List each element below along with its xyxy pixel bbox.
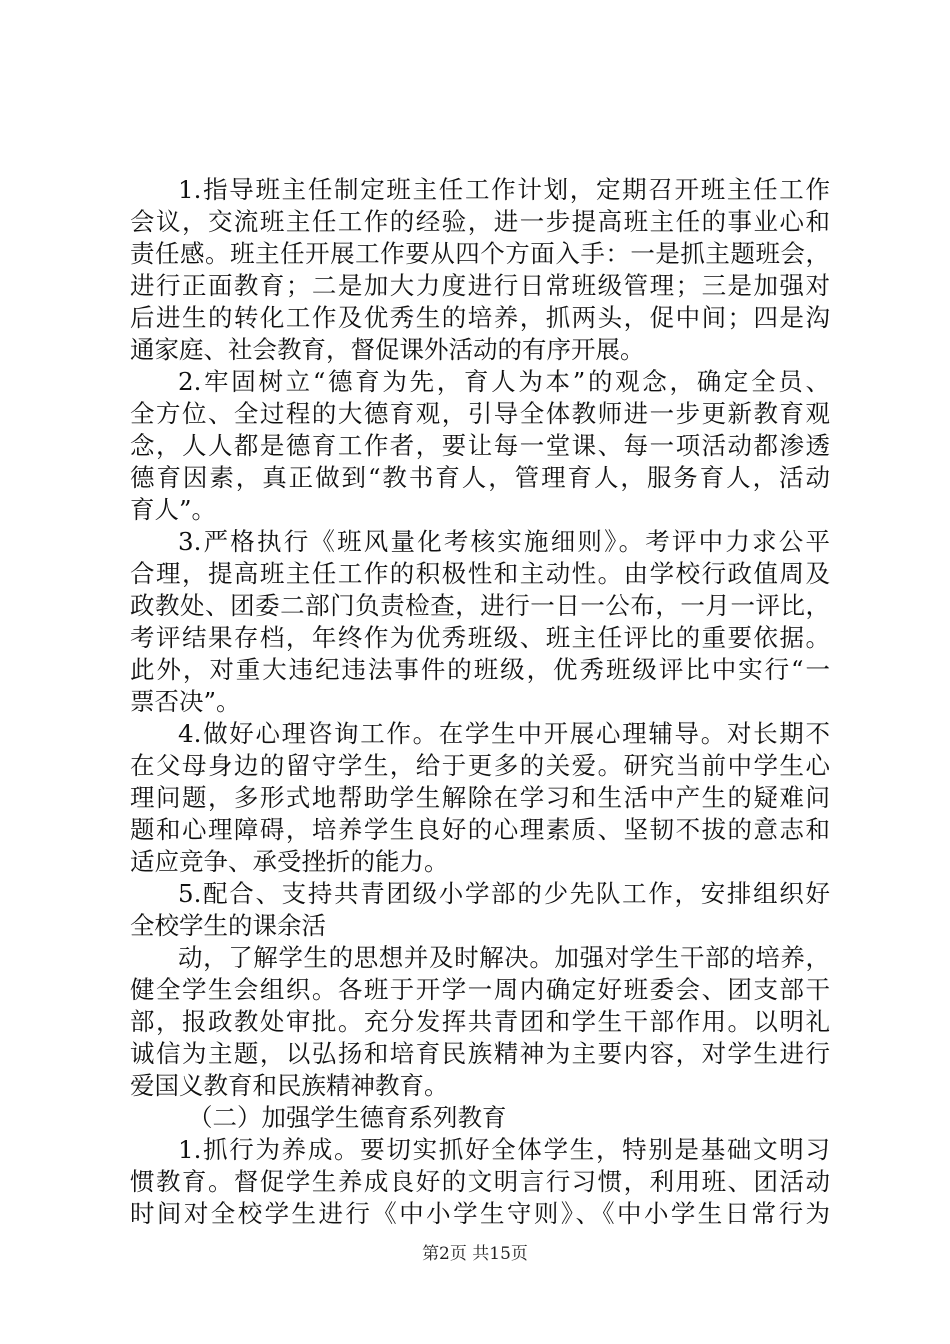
- text-line: 1.指导班主任制定班主任工作计划，定期召开班主任工作: [178, 175, 830, 204]
- text-line: 责任感。班主任开展工作要从四个方面入手：一是抓主题班会，: [130, 239, 830, 268]
- text-line: 2.牢固树立“德育为先，育人为本”的观念，确定全员、: [178, 367, 830, 396]
- text-line: 全校学生的课余活: [130, 911, 326, 940]
- page-footer: 第2页 共15页: [422, 1244, 528, 1264]
- text-line: 理问题，多形式地帮助学生解除在学习和生活中产生的疑难问: [130, 783, 830, 812]
- text-line: 德育因素，真正做到“教书育人，管理育人，服务育人，活动: [130, 463, 830, 492]
- text-line: 题和心理障碍，培养学生良好的心理素质、坚韧不拔的意志和: [130, 815, 830, 844]
- text-line: 5.配合、支持共青团级小学部的少先队工作，安排组织好: [178, 879, 830, 908]
- text-line: 健全学生会组织。各班于开学一周内确定好班委会、团支部干: [130, 975, 830, 1004]
- document-body: [130, 174, 830, 1230]
- text-line: 动，了解学生的思想并及时解决。加强对学生干部的培养，: [178, 943, 830, 972]
- text-line: 票否决”。: [130, 687, 241, 716]
- text-line: 时间对全校学生进行《中小学生守则》、《中小学生日常行为: [130, 1199, 830, 1228]
- text-line: 诚信为主题，以弘扬和培育民族精神为主要内容，对学生进行: [130, 1039, 830, 1068]
- text-line: 部，报政教处审批。充分发挥共青团和学生干部作用。以明礼: [130, 1007, 830, 1036]
- text-line: 通家庭、社会教育，督促课外活动的有序开展。: [130, 335, 645, 364]
- text-line: 惯教育。督促学生养成良好的文明言行习惯，利用班、团活动: [130, 1167, 830, 1196]
- text-line: （二）加强学生德育系列教育: [188, 1103, 507, 1132]
- text-line: 政教处、团委二部门负责检查，进行一日一公布，一月一评比，: [130, 591, 830, 620]
- text-line: 在父母身边的留守学生，给于更多的关爱。研究当前中学生心: [130, 751, 830, 780]
- text-line: 进行正面教育；二是加大力度进行日常班级管理；三是加强对: [130, 271, 830, 300]
- text-line: 会议，交流班主任工作的经验，进一步提高班主任的事业心和: [130, 207, 830, 236]
- text-line: 念，人人都是德育工作者，要让每一堂课、每一项活动都渗透: [130, 431, 830, 460]
- text-line: 适应竞争、承受挫折的能力。: [130, 847, 449, 876]
- text-line: 全方位、全过程的大德育观，引导全体教师进一步更新教育观: [130, 399, 830, 428]
- text-line: 3.严格执行《班风量化考核实施细则》。考评中力求公平: [178, 527, 830, 556]
- text-line: 此外，对重大违纪违法事件的班级，优秀班级评比中实行“一: [130, 655, 830, 684]
- text-line: 后进生的转化工作及优秀生的培养，抓两头，促中间；四是沟: [130, 303, 830, 332]
- text-line: 4.做好心理咨询工作。在学生中开展心理辅导。对长期不: [178, 719, 830, 748]
- text-line: 考评结果存档，年终作为优秀班级、班主任评比的重要依据。: [130, 623, 830, 652]
- text-line: 合理，提高班主任工作的积极性和主动性。由学校行政值周及: [130, 559, 830, 588]
- text-line: 1.抓行为养成。要切实抓好全体学生，特别是基础文明习: [178, 1135, 830, 1164]
- text-line: 育人”。: [130, 495, 217, 524]
- text-line: 爱国义教育和民族精神教育。: [130, 1071, 449, 1100]
